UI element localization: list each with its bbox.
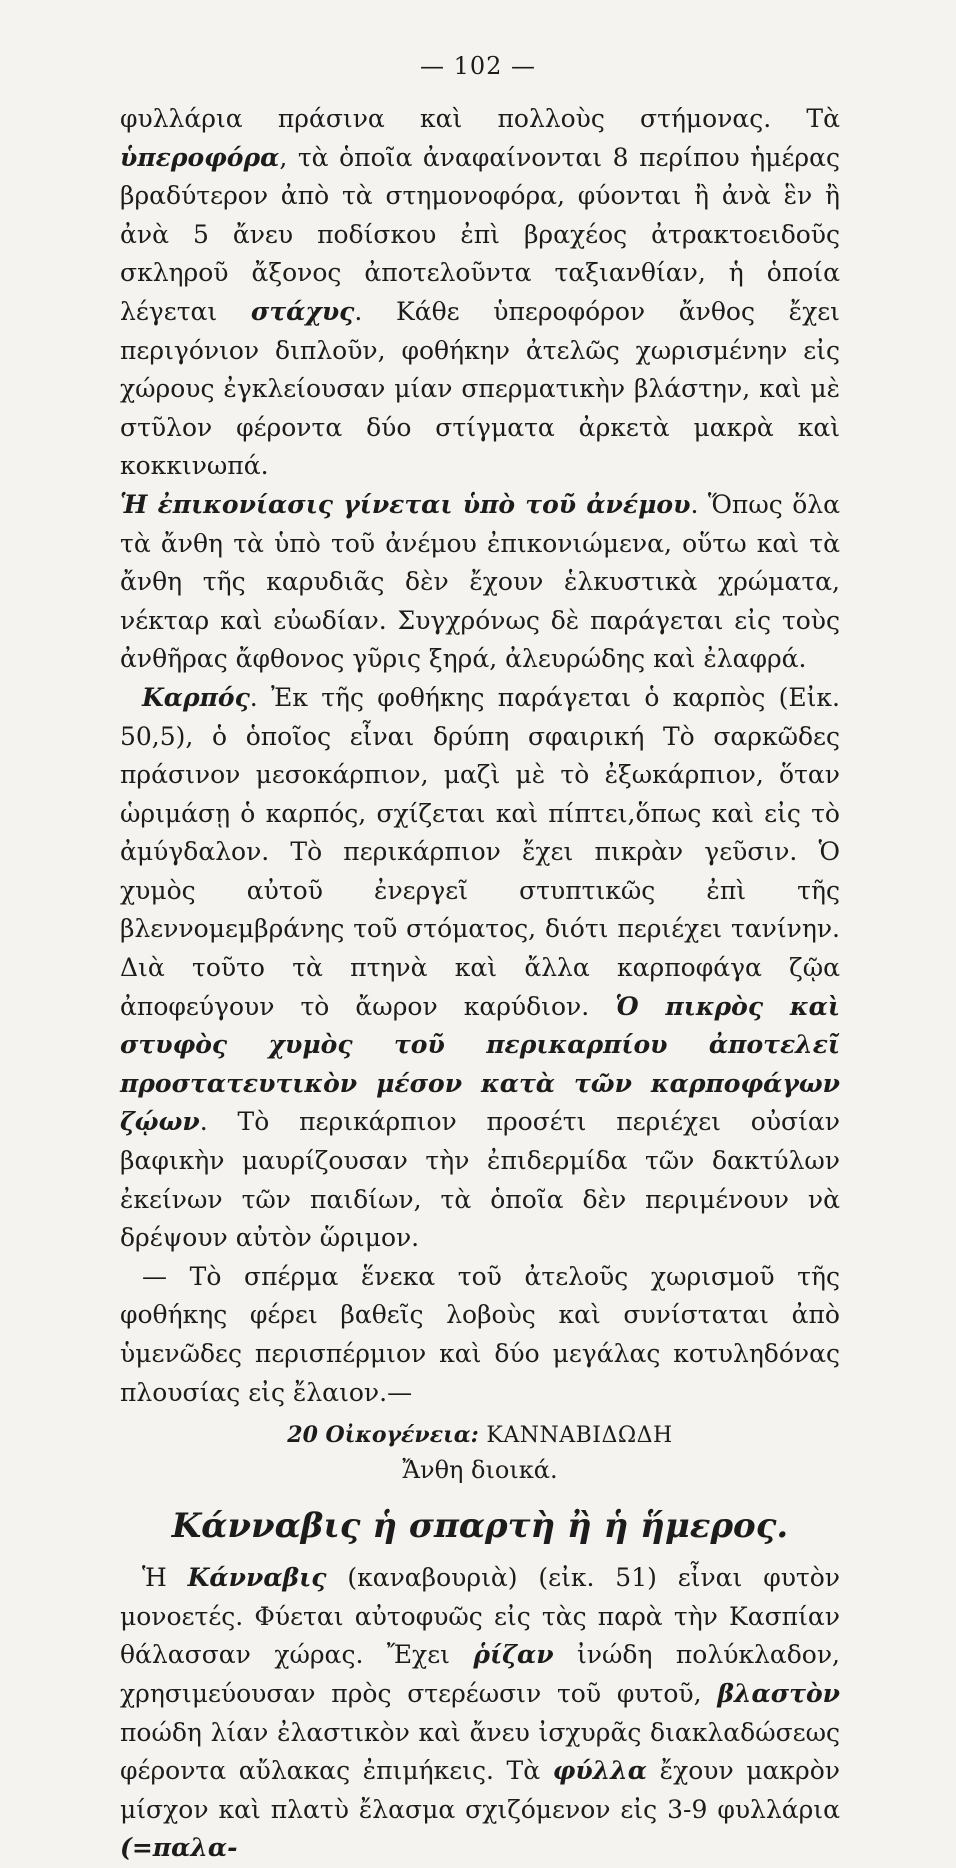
species-title: Κάνναβις ἡ σπαρτὴ ἢ ἡ ἥμερος. [171, 1506, 789, 1547]
text-run: ποώδη λίαν ἐλαστικὸν καὶ ἄνευ ἰσχυρᾶς διακλαδώσεως φέροντα αὔλακας ἐπιμήκεις. Τὰ [120, 1717, 840, 1786]
text-run: (καναβουριὰ) (εἰκ. 51) εἶναι φυτὸν μονοετές. Φύεται αὐτοφυῶς εἰς τὰς παρὰ τὴν Κασπίαν θάλασσαν χώρας. Ἔχει [120, 1563, 840, 1670]
term-hyperoforа: ὑπεροφόρα [120, 142, 280, 172]
paragraph-fruit [120, 679, 840, 1258]
text-run: , τὰ ὁποῖα ἀναφαίνονται 8 περίπου ἡμέρας βραδύτερον ἀπὸ τὰ στημονοφόρα, φύονται ἢ ἀνὰ ἓν ἢ ἀνὰ 5 ἄνευ ποδίσκου ἐπὶ βραχέος ἀτρακτοειδοῦς σκληροῦ ἄξονος ἀποτελοῦντα ταξιανθίαν, ἡ ὁποία λέγεται [120, 142, 840, 326]
page-number: — 102 — [419, 52, 537, 80]
text-run: . Ἐκ τῆς φοθήκης παράγεται ὁ καρπὸς (Εἰκ. 50,5), ὁ ὁποῖος εἶναι δρύπη σφαιρική Τὸ σαρκῶδες πράσινον μεσοκάρπιον, μαζὶ μὲ τὸ ἐξωκάρπιον, ὅταν ὡριμάσῃ ὁ καρπός, σχίζεται καὶ πίπτει,ὅπως καὶ εἰς τὸ ἀμύγδαλον. Τὸ περικάρπιον ἔχει πικρὰν γεῦσιν. Ὁ χυμὸς αὐτοῦ ἐνεργεῖ στυπτικῶς ἐπὶ τῆς βλεννομεμβράνης τοῦ στόματος, διότι περιέχει τανίνην. Διὰ τοῦτο τὰ πτηνὰ καὶ ἄλλα καρποφάγα ζῷα ἀποφεύγουν τὸ ἄωρον καρύδιον. [120, 682, 840, 1021]
text-run: φυλλάρια πράσινα καὶ πολλοὺς στήμονας. Τὰ [120, 104, 840, 133]
term-stachys: στάχυς [250, 296, 355, 326]
term-stem: βλαστὸν [717, 1678, 840, 1708]
text-run: . Κάθε ὑπεροφόρον ἄνθος ἔχει περιγόνιον διπλοῦν, φοθήκην ἀτελῶς χωρισμένην εἰς χώρους ἐγκλείουσαν μίαν σπερματικὴν βλάστην, καὶ μὲ στῦλον φέροντα δύο στίγματα ἀρκετὰ μακρὰ καὶ κοκκινωπά. [120, 296, 840, 481]
term-root: ῥίζαν [473, 1640, 554, 1670]
page-body [120, 100, 840, 1868]
term-leaves: φύλλα [552, 1756, 648, 1786]
family-heading [120, 1418, 840, 1453]
text-run: . Ὅπως ὅλα τὰ ἄνθη τὰ ὑπὸ τοῦ ἀνέμου ἐπικονιώμενα, οὕτω καὶ τὰ ἄνθη τῆς καρυδιᾶς δὲν ἔχουν ἑλκυστικὰ χρώματα, νέκταρ καὶ εὐωδίαν. Συγχρόνως δὲ παράγεται εἰς τοὺς ἀνθῆρας ἄφθονος γῦρις ξηρά, ἀλευρώδης καὶ ἐλαφρά. [120, 489, 840, 674]
heading-pollination: Ἡ ἐπικονίασις γίνεται ὑπὸ τοῦ ἀνέμου [120, 489, 691, 519]
text-run: Ἡ [142, 1563, 188, 1593]
text-run: ἔχουν μακρὸν μίσχον καὶ πλατὺ ἔλασμα σχιζόμενον εἰς 3-9 φυλλάρια [120, 1756, 841, 1824]
text-run: ἰνώδη πολύκλαδον, χρησιμεύουσαν πρὸς στερέωσιν τοῦ φυτοῦ, [120, 1640, 840, 1708]
family-name: ΚΑΝΝΑΒΙΔΩΔΗ [486, 1423, 673, 1449]
flower-type: Ἄνθη διοικά. [402, 1456, 558, 1485]
term-kannabis: Κάνναβις [187, 1563, 327, 1593]
paragraph-cannabis [120, 1559, 840, 1868]
family-prefix: 20 Οἰκογένεια: [287, 1422, 487, 1449]
emphasis-protective: Ὁ πικρὸς καὶ στυφὸς χυμὸς τοῦ περικαρπίου ἀποτελεῖ προστατευτικὸν μέσον κατὰ τῶν καρποφάγων ζῴων [120, 991, 840, 1137]
term-continued: (=παλα- [120, 1833, 238, 1863]
paragraph-pollination [120, 486, 840, 679]
paragraph-seed: — Τὸ σπέρμα ἕνεκα τοῦ ἀτελοῦς χωρισμοῦ τῆς φοθήκης φέρει βαθεῖς λοβοὺς καὶ συνίσταται ἀπὸ ὑμενῶδες περισπέρμιον καὶ δύο μεγάλας κοτυληδόνας πλουσίας εἰς ἔλαιον.— [120, 1261, 840, 1407]
text-run: . Τὸ περικάρπιον προσέτι περιέχει οὐσίαν βαφικὴν μαυρίζουσαν τὴν ἐπιδερμίδα τῶν δακτύλων ἐκείνων τῶν παιδίων, τὰ ὁποῖα δὲν περιμένουν νὰ δρέψουν αὐτὸν ὥριμον. [120, 1107, 840, 1253]
heading-fruit: Καρπός [142, 682, 250, 712]
paragraph-flowers [120, 100, 840, 486]
